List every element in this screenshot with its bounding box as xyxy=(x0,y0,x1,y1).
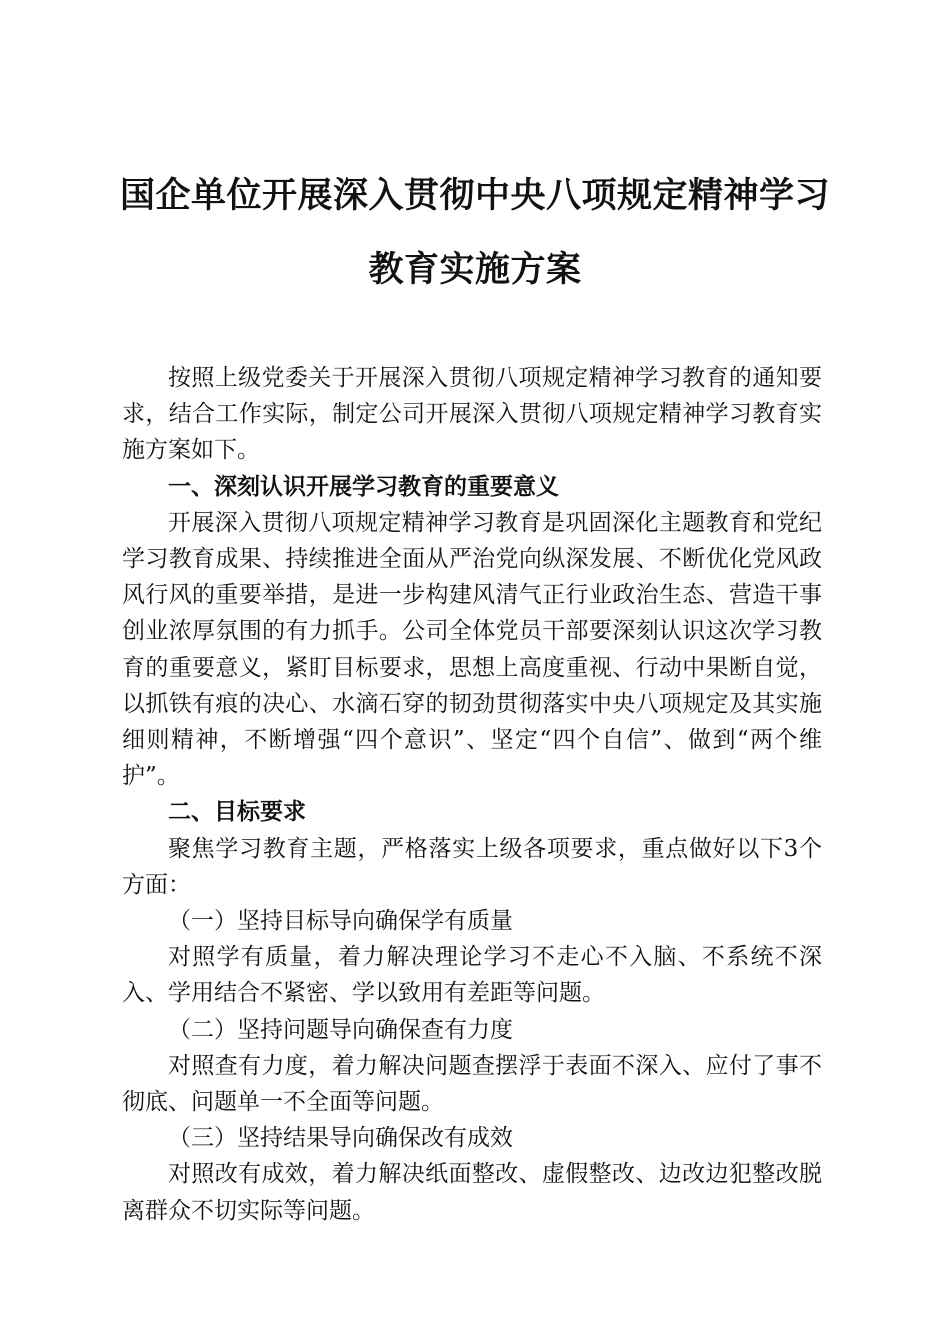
subsection1-paragraph: 对照学有质量，着力解决理论学习不走心不入脑、不系统不深入、学用结合不紧密、学以致用有差距等问题。 xyxy=(122,944,822,1007)
subsection3-paragraph: 对照改有成效，着力解决纸面整改、虚假整改、边改边犯整改脱离群众不切实际等问题。 xyxy=(122,1161,822,1224)
section1-paragraph: 开展深入贯彻八项规定精神学习教育是巩固深化主题教育和党纪学习教育成果、持续推进全面从严治党向纵深发展、不断优化党风政风行风的重要举措，是进一步构建风清气正行业政治生态、营造干事创业浓厚氛围的有力抓手。公司全体党员干部要深刻认识这次学习教育的重要意义，紧盯目标要求，思想上高度重视、行动中果断自觉，以抓铁有痕的决心、水滴石穿的韧劲贯彻落实中央八项规定及其实施细则精神，不断增强“四个意识”、坚定“四个自信”、做到“两个维护”。 xyxy=(122,509,822,790)
document-title-line2: 教育实施方案 xyxy=(368,249,582,290)
subsection2-heading: （二）坚持问题导向确保查有力度 xyxy=(168,1016,513,1043)
document-title-line1: 国企单位开展深入贯彻中央八项规定精神学习 xyxy=(119,175,830,216)
intro-paragraph: 按照上级党委关于开展深入贯彻八项规定精神学习教育的通知要求，结合工作实际，制定公司开展深入贯彻八项规定精神学习教育实施方案如下。 xyxy=(122,365,822,464)
section2-paragraph: 聚焦学习教育主题，严格落实上级各项要求，重点做好以下3个方面： xyxy=(122,835,822,898)
subsection3-heading: （三）坚持结果导向确保改有成效 xyxy=(168,1125,513,1152)
subsection1-heading: （一）坚持目标导向确保学有质量 xyxy=(168,908,513,935)
subsection2-paragraph: 对照查有力度，着力解决问题查摆浮于表面不深入、应付了事不彻底、问题单一不全面等问题。 xyxy=(122,1052,822,1116)
document-body xyxy=(122,360,822,1229)
section2-heading: 二、目标要求 xyxy=(168,799,306,826)
section1-heading: 一、深刻认识开展学习教育的重要意义 xyxy=(168,473,559,500)
